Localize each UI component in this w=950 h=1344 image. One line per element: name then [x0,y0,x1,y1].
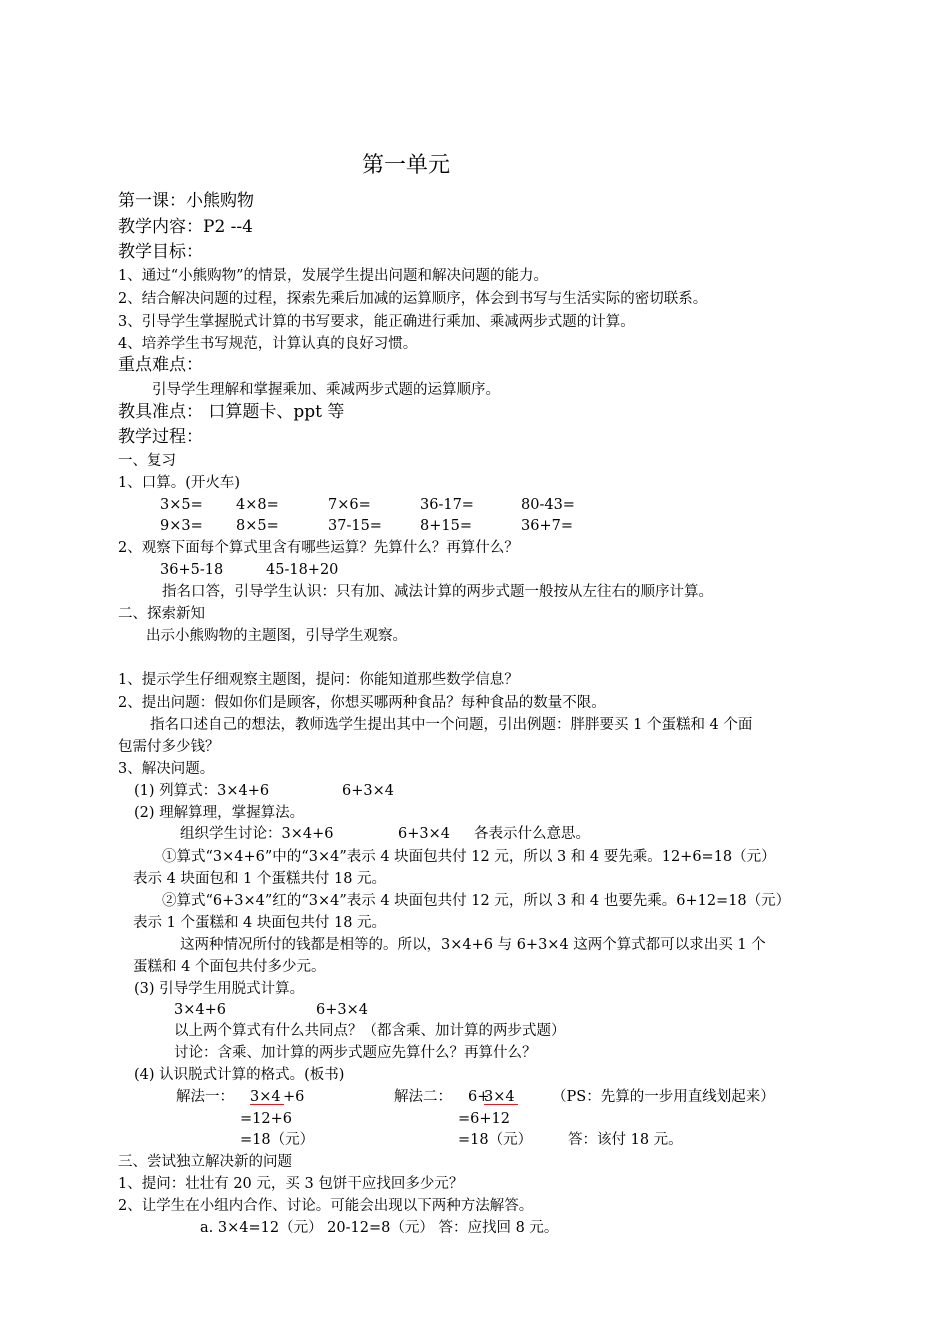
step-1: 1、提示学生仔细观察主题图，提问：你能知道那些数学信息？ [118,672,519,688]
step-3: 3、解决问题。 [118,761,215,777]
observe-note: 指名口答，引导学生认识：只有加、减法计算的两步式题一般按从左往右的顺序计算。 [162,584,713,600]
expr-b: 6+3×4 [316,1002,368,1018]
oral-item: 9×3= [160,518,203,534]
method-1-underline [250,1104,284,1105]
step-2: 2、提出问题：假如你们是顾客，你想买哪两种食品？每种食品的数量不限。 [118,695,606,711]
method-2-underline [484,1104,518,1105]
try-1: 1、提问：壮壮有 20 元，买 3 包饼干应找回多少元？ [118,1176,464,1192]
step-3-4: (4) 认识脱式计算的格式。(板书) [134,1067,345,1083]
key-points-heading: 重点难点： [118,355,203,375]
explain-1: ①算式“3×4+6”中的“3×4”表示 4 块面包共付 12 元，所以 3 和 4 要先乘。12+6=18（元） [162,849,776,865]
section-review: 一、复习 [118,453,176,469]
goal-2: 2、结合解决问题的过程，探索先乘后加减的运算顺序，体会到书写与生活实际的密切联系。 [118,291,708,307]
method-2-pre: 6+ [468,1089,490,1105]
method-1-step3: =18（元） [240,1132,315,1148]
oral-item: 8+15= [420,518,472,534]
lesson-title: 第一课：小熊购物 [118,191,254,211]
tools-line: 教具准点： 口算题卡、ppt 等 [118,402,345,422]
teaching-content: 教学内容：P2 --4 [118,217,253,237]
oral-item: 8×5= [236,518,279,534]
method-1-mul: 3×4 [250,1089,281,1105]
explain-2-cont: 表示 1 个蛋糕和 4 块面包共付 18 元。 [133,915,387,931]
oral-item: 7×6= [328,497,371,513]
oral-item: 3×5= [160,497,203,513]
step-3-1: (1) 列算式：3×4+6 [134,783,270,799]
explore-note: 出示小熊购物的主题图，引导学生观察。 [146,628,407,644]
page-title: 第一单元 [362,153,451,178]
try-a: a. 3×4=12（元） 20-12=8（元） 答：应找回 8 元。 [200,1220,559,1236]
discussion-end: 各表示什么意思。 [474,826,590,842]
oral-item: 36-17= [420,497,474,513]
goal-1: 1、通过“小熊购物”的情景，发展学生提出问题和解决问题的能力。 [118,268,549,284]
observe-expr: 36+5-18 [160,562,224,578]
method-2-step2: =6+12 [458,1111,510,1127]
ps-note: （PS：先算的一步用直线划起来） [552,1089,775,1105]
explain-2: ②算式“6+3×4”红的“3×4”表示 4 块面包共付 12 元，所以 3 和 4 也要先乘。6+12=18（元） [162,893,791,909]
expr-a: 3×4+6 [174,1002,226,1018]
step-2-note-cont: 包需付多少钱？ [118,739,220,755]
oral-item: 36+7= [521,518,573,534]
section-explore: 二、探索新知 [118,606,205,622]
method-1-step2: =12+6 [240,1111,292,1127]
step-3-1-expr: 6+3×4 [342,783,394,799]
step-3-2: (2) 理解算理，掌握算法。 [134,805,305,821]
method-2-step3: =18（元） [458,1132,533,1148]
goals-heading: 教学目标： [118,242,203,262]
method-1-rest: +6 [283,1089,305,1105]
method-2-mul: 3×4 [484,1089,515,1105]
discussion-order: 讨论：含乘、加计算的两步式题应先算什么？再算什么？ [174,1045,537,1061]
oral-heading: 1、口算。(开火车) [118,475,241,491]
key-points-text: 引导学生理解和掌握乘加、乘减两步式题的运算顺序。 [152,382,500,398]
method-2-label: 解法二： [394,1089,452,1105]
observe-expr: 45-18+20 [266,562,339,578]
oral-item: 4×8= [236,497,279,513]
explain-3: 这两种情况所付的钱都是相等的。所以，3×4+6 与 6+3×4 这两个算式都可以求出买 1 个 [180,937,766,953]
explain-3-cont: 蛋糕和 4 个面包共付多少元。 [133,959,326,975]
process-heading: 教学过程： [118,427,203,447]
observe-question: 2、观察下面每个算式里含有哪些运算？先算什么？再算什么？ [118,540,519,556]
common-point: 以上两个算式有什么共同点？（都含乘、加计算的两步式题） [174,1023,566,1039]
method-1-label: 解法一： [176,1089,234,1105]
goal-3: 3、引导学生掌握脱式计算的书写要求，能正确进行乘加、乘减两步式题的计算。 [118,314,635,330]
answer: 答：该付 18 元。 [568,1132,683,1148]
discussion-line: 组织学生讨论：3×4+6 [180,826,334,842]
goal-4: 4、培养学生书写规范，计算认真的良好习惯。 [118,336,418,352]
section-try: 三、尝试独立解决新的问题 [118,1154,292,1170]
try-2: 2、让学生在小组内合作、讨论。可能会出现以下两种方法解答。 [118,1198,534,1214]
step-2-note: 指名口述自己的想法，教师选学生提出其中一个问题，引出例题：胖胖要买 1 个蛋糕和 4 个面 [150,717,753,733]
explain-1-cont: 表示 4 块面包和 1 个蛋糕共付 18 元。 [133,871,387,887]
oral-item: 80-43= [521,497,575,513]
oral-item: 37-15= [328,518,382,534]
step-3-3: (3) 引导学生用脱式计算。 [134,981,305,997]
discussion-expr: 6+3×4 [398,826,450,842]
